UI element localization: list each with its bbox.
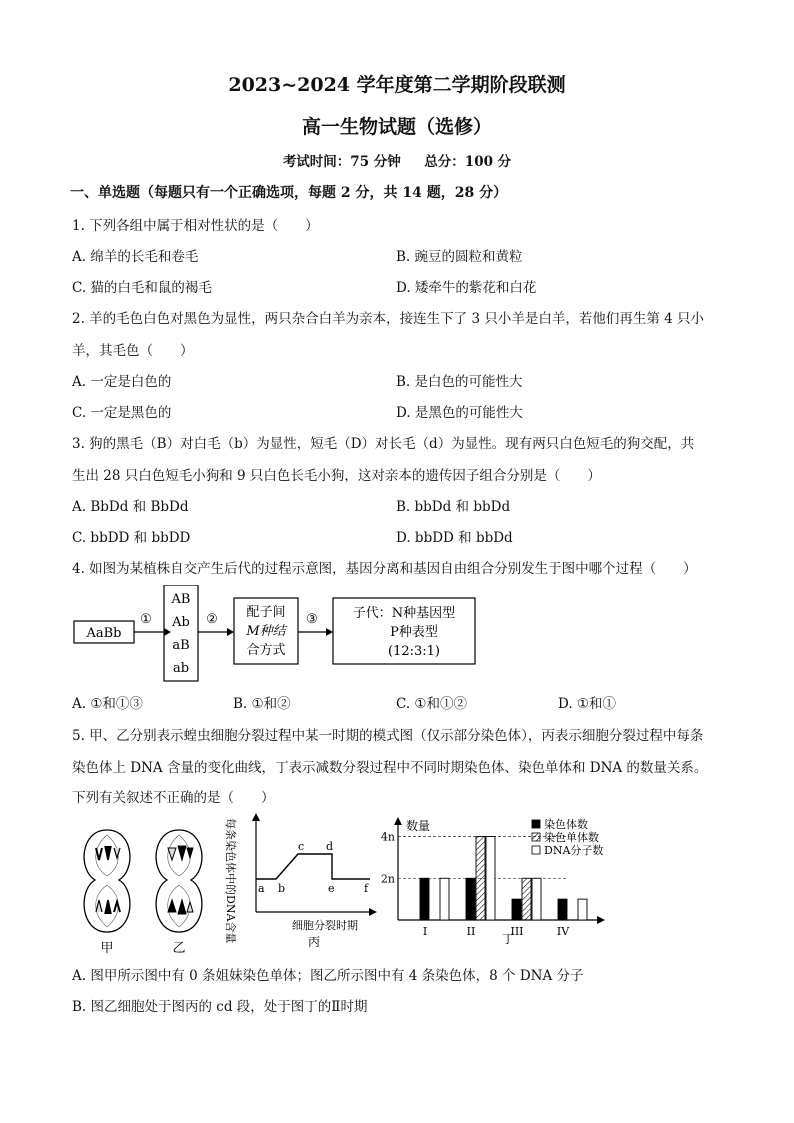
gamete-ab-mixed2: aB [172,638,190,653]
q3-option-d: D. bbDD 和 bbDd [396,530,513,546]
q1-option-d: D. 矮牵牛的紫花和白花 [396,280,537,296]
q1-option-a: A. 绵羊的长毛和卷毛 [72,249,199,265]
cell-jia-membrane [84,830,130,932]
label-jia: 甲 [100,941,114,956]
label-yi: 乙 [172,941,186,956]
ding-y-tick-label: 4n [380,830,395,844]
arrowhead-1 [164,628,171,636]
ding-bar [476,837,485,920]
combination-line-1: 配子间 [246,605,286,620]
q2-option-a: A. 一定是白色的 [72,374,172,390]
q4-option-b: B. ①和② [233,696,291,712]
bing-point-f: f [364,882,369,895]
chart-bing [222,812,382,954]
ding-y-arrow [394,817,402,825]
step-1-label: ① [140,612,152,627]
ding-x-arrow [597,916,605,924]
q4-option-d: D. ①和① [558,696,617,712]
ding-ylabel: 数量 [406,819,431,833]
offspring-line-2: P种表型 [390,625,438,640]
bing-x-arrow [369,908,377,916]
offspring-line-3: (12:3:1) [388,644,440,659]
bing-ylabel: 每条染色体中的DNA含量 [224,818,237,944]
gamete-ab-lower: ab [172,661,190,676]
ding-bar [420,878,429,920]
gamete-ab-upper: AB [171,592,191,607]
question-5-stem-cont2: 下列有关叙述不正确的是（ ） [72,790,275,806]
q5-option-b: B. 图乙细胞处于图丙的 cd 段，处于图丁的Ⅱ时期 [72,999,368,1015]
question-3-stem: 3. 狗的黑毛（B）对白毛（b）为显性，短毛（D）对长毛（d）为显性。现有两只白色短毛的狗交配，共 [72,436,695,452]
ding-bar [466,878,475,920]
cell-figures-jia-yi [70,818,220,958]
ding-x-tick-label: IV [556,925,570,938]
question-4-stem: 4. 如图为某植株自交产生后代的过程示意图，基因分离和基因自由组合分别发生于图中哪个过程（ ） [72,561,697,577]
question-3-stem-cont: 生出 28 只白色短毛小狗和 9 只白色长毛小狗，这对亲本的遗传因子组合分别是（ ） [72,468,601,484]
combination-line-3: 合方式 [246,643,286,658]
ding-legend-swatch [532,833,540,841]
ding-x-tick-label: III [510,925,524,938]
offspring-line-1: 子代：N种基因型 [352,606,456,621]
q3-option-c: C. bbDD 和 bbDD [72,530,191,546]
q2-option-d: D. 是黑色的可能性大 [396,405,523,421]
q5-option-a: A. 图甲所示图中有 0 条姐妹染色单体；图乙所示图中有 4 条染色体，8 个 DNA 分子 [72,968,584,984]
bing-point-a: a [258,882,265,895]
ding-legend [532,817,603,857]
bing-xlabel: 细胞分裂时期 [292,919,358,932]
q4-option-a: A. ①和①③ [72,696,143,712]
exam-info: 考试时间：75 分钟 总分：100 分 [282,154,512,170]
ding-legend-label: 染色单体数 [544,831,599,844]
ding-legend-label: 染色体数 [544,818,588,831]
section-heading: 一、单选题（每题只有一个正确选项，每题 2 分，共 14 题，28 分） [70,185,508,201]
step-3-label: ③ [306,612,318,627]
exam-subtitle: 高一生物试题（选修） [301,116,492,138]
cell-yi-chromosomes-bottom [168,900,193,914]
bing-point-b: b [278,882,286,895]
ding-y-tick-label: 2n [380,872,395,886]
bing-point-c: c [298,840,305,853]
step-2-label: ② [206,612,218,627]
q3-option-b: B. bbDd 和 bbDd [396,499,511,515]
ding-x-tick-label: I [422,925,428,938]
cell-yi-chromosomes-top [168,846,193,860]
ding-legend-swatch [532,846,540,854]
ding-x-tick-label: II [466,925,476,938]
arrowhead-3 [326,628,333,636]
bing-point-d: d [326,840,334,853]
ding-bar [512,899,521,920]
cell-jia-chromosomes-top [96,846,120,860]
ding-bar [522,878,531,920]
exam-title: 2023~2024 学年度第二学期阶段联测 [228,74,566,96]
ding-bar [578,899,587,920]
gamete-ab-mixed1: Ab [172,615,190,630]
q3-option-a: A. BbDd 和 BbDd [72,499,189,515]
arrowhead-2 [227,628,234,636]
q2-option-b: B. 是白色的可能性大 [396,374,523,390]
cell-yi-membrane [156,830,202,932]
question-2-stem-cont: 羊，其毛色（ ） [72,343,194,359]
q1-option-c: C. 猫的白毛和鼠的褐毛 [72,280,212,296]
ding-bar [532,878,541,920]
ding-legend-swatch [532,820,540,828]
bing-curve [256,854,370,879]
question-5-stem-cont1: 染色体上 DNA 含量的变化曲线，丁表示减数分裂过程中不同时期染色体、染色单体和 DNA 的数量关系。 [72,760,708,776]
ding-bar [558,899,567,920]
ding-bar [440,878,449,920]
ding-bar [486,837,495,920]
self-cross-flow-diagram [70,585,490,685]
combination-line-2: M种结 [246,624,286,639]
bing-point-e: e [328,882,335,895]
bing-y-arrow [252,813,260,821]
chart-ding [378,812,618,954]
cell-jia-chromosomes-bottom [96,900,120,914]
q2-option-c: C. 一定是黑色的 [72,405,172,421]
q1-option-b: B. 豌豆的圆粒和黄粒 [396,249,523,265]
question-1-stem: 1. 下列各组中属于相对性状的是（ ） [72,218,319,234]
question-5-stem: 5. 甲、乙分别表示蝗虫细胞分裂过程中某一时期的模式图（仅示部分染色体），丙表示细胞分裂过程中每条 [72,728,704,744]
parent-genotype: AaBb [86,626,122,641]
q4-option-c: C. ①和①② [396,696,468,712]
ding-legend-label: DNA分子数 [544,844,604,857]
question-2-stem: 2. 羊的毛色白色对黑色为显性，两只杂合白羊为亲本，接连生下了 3 只小羊是白羊，若他们再生第 4 只小 [72,311,705,327]
ding-caption: 丁 [502,932,515,946]
bing-caption: 丙 [308,935,321,949]
